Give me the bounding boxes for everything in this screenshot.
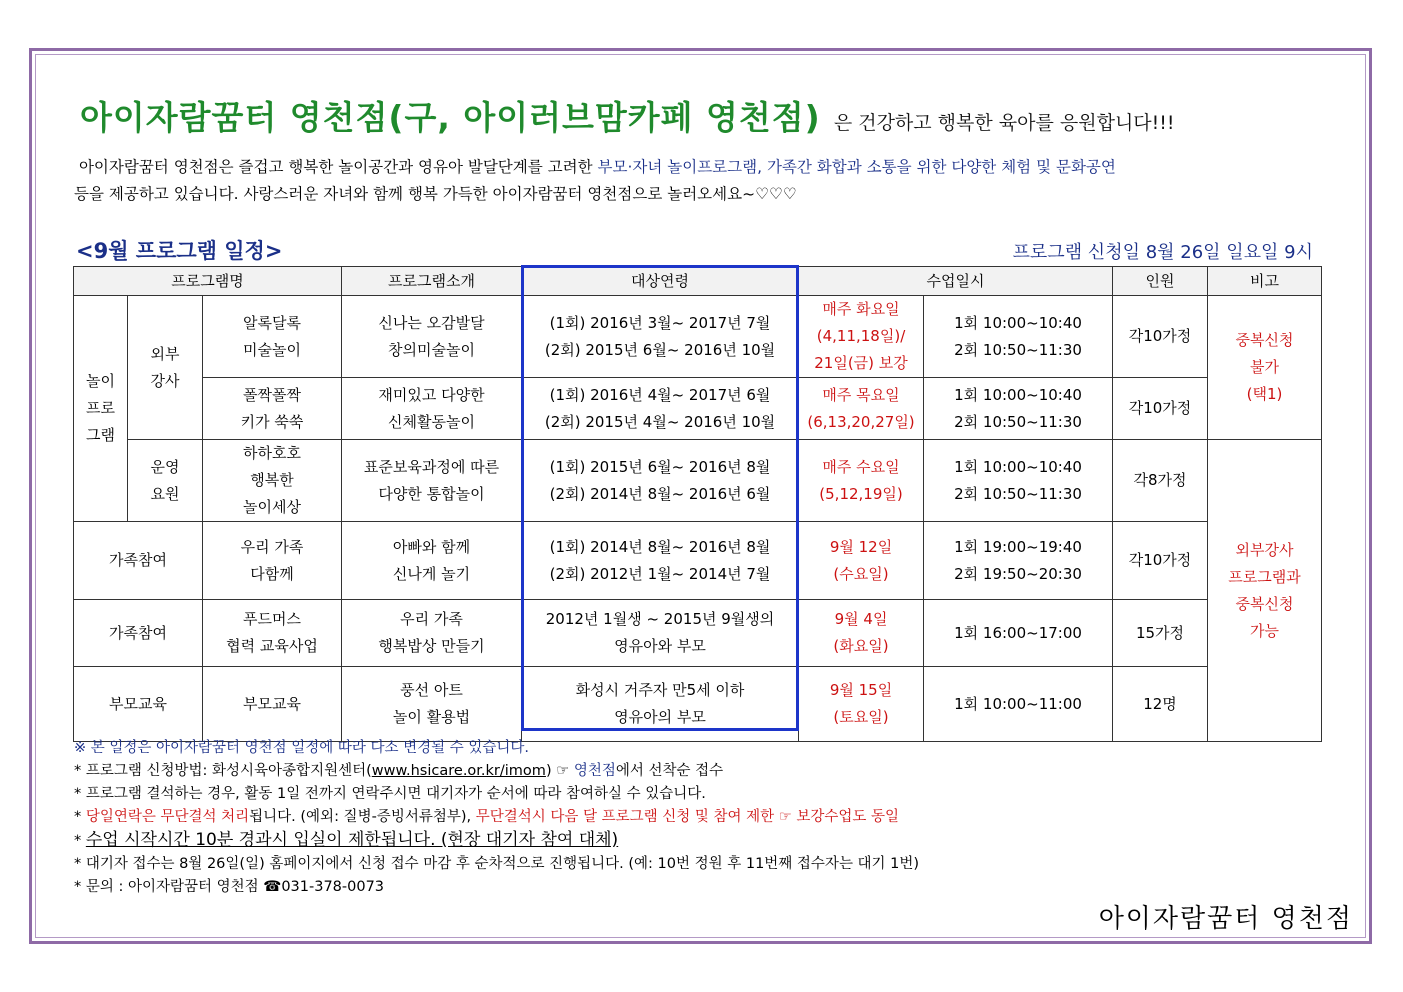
capacity: 각10가정 (1113, 378, 1208, 440)
intro-paragraph (74, 154, 1314, 208)
capacity: 각10가정 (1113, 296, 1208, 378)
class-time: 1회 10:00~10:40 2회 10:50~11:30 (924, 440, 1113, 522)
table-row (74, 667, 1322, 742)
header-note: 비고 (1208, 267, 1322, 296)
subcategory-external: 외부 강사 (128, 296, 203, 440)
intro-text-1: 아이자람꿈터 영천점은 즐겁고 행복한 놀이공간과 영유아 발달단계를 고려한 (78, 158, 598, 176)
table-header-row (74, 267, 1322, 296)
capacity: 각10가정 (1113, 522, 1208, 600)
class-time: 1회 10:00~10:40 2회 10:50~11:30 (924, 378, 1113, 440)
header-schedule: 수업일시 (799, 267, 1113, 296)
program-desc: 우리 가족 행복밥상 만들기 (342, 600, 522, 667)
class-time: 1회 16:00~17:00 (924, 600, 1113, 667)
target-age: (1회) 2016년 3월~ 2017년 7월 (2회) 2015년 6월~ 2016년 10월 (522, 296, 799, 378)
capacity: 12명 (1113, 667, 1208, 742)
subcategory-staff: 운영 요원 (128, 440, 203, 522)
program-desc: 아빠와 함께 신나게 놀기 (342, 522, 522, 600)
program-name: 알록달록 미술놀이 (203, 296, 342, 378)
title-main: 아이자람꿈터 영천점(구, 아이러브맘카페 영천점) (80, 98, 821, 137)
note-line: ※ 본 일정은 아이자람꿈터 영천점 일정에 따라 다소 변경될 수 있습니다. (74, 740, 530, 756)
note-line: * 당일연락은 무단결석 처리됩니다. (예외: 질병-증빙서류첨부), 무단결석시 다음 달 프로그램 신청 및 참여 제한 ☞ 보강수업도 동일 (74, 809, 900, 825)
class-time: 1회 10:00~10:40 2회 10:50~11:30 (924, 296, 1113, 378)
class-days: 9월 4일 (화요일) (799, 600, 924, 667)
class-days: 매주 수요일 (5,12,19일) (799, 440, 924, 522)
class-time: 1회 19:00~19:40 2회 19:50~20:30 (924, 522, 1113, 600)
note-duplicate-allowed: 외부강사 프로그램과 중복신청 가능 (1208, 440, 1322, 742)
table-row (74, 600, 1322, 667)
schedule-apply-date: 프로그램 신청일 8월 26일 일요일 9시 (1012, 242, 1313, 263)
target-age: (1회) 2015년 6월~ 2016년 8월 (2회) 2014년 8월~ 2016년 6월 (522, 440, 799, 522)
schedule-title: <9월 프로그램 일정> (76, 239, 283, 263)
target-age: (1회) 2016년 4월~ 2017년 6월 (2회) 2015년 4월~ 2016년 10월 (522, 378, 799, 440)
class-time: 1회 10:00~11:00 (924, 667, 1113, 742)
program-desc: 풍선 아트 놀이 활용법 (342, 667, 522, 742)
program-name: 폴짝폴짝 키가 쑥쑥 (203, 378, 342, 440)
program-desc: 재미있고 다양한 신체활동놀이 (342, 378, 522, 440)
note-line: * 수업 시작시간 10분 경과시 입실이 제한됩니다. (현장 대기자 참여 대체) (74, 830, 619, 850)
program-name: 푸드머스 협력 교육사업 (203, 600, 342, 667)
header-program: 프로그램명 (74, 267, 342, 296)
table-row (74, 522, 1322, 600)
note-line: * 프로그램 신청방법: 화성시육아종합지원센터(www.hsicare.or.kr/imom) ☞ 영천점에서 선착순 접수 (74, 763, 724, 779)
note-line: * 대기자 접수는 8월 26일(일) 홈페이지에서 신청 접수 마감 후 순차적으로 진행됩니다. (예: 10번 정원 후 11번째 접수자는 대기 1번) (74, 856, 920, 872)
header-people: 인원 (1113, 267, 1208, 296)
class-days: 9월 12일 (수요일) (799, 522, 924, 600)
category-play-program: 놀이 프로 그램 (74, 296, 128, 522)
class-days: 9월 15일 (토요일) (799, 667, 924, 742)
intro-text-3: 등을 제공하고 있습니다. 사랑스러운 자녀와 함께 행복 가득한 아이자람꿈터 영천점으로 놀러오세요~♡♡♡ (74, 185, 797, 203)
page-title (80, 92, 1175, 139)
capacity: 15가정 (1113, 600, 1208, 667)
table-row (74, 296, 1322, 378)
capacity: 각8가정 (1113, 440, 1208, 522)
intro-text-highlight: 부모·자녀 놀이프로그램, 가족간 화합과 소통을 위한 다양한 체험 및 문화공연 (597, 158, 1116, 176)
note-no-duplicate: 중복신청 불가 (택1) (1208, 296, 1322, 440)
target-age: 2012년 1월생 ~ 2015년 9월생의 영유아와 부모 (522, 600, 799, 667)
class-days: 매주 화요일 (4,11,18일)/ 21일(금) 보강 (799, 296, 924, 378)
category-parent-edu: 부모교육 (74, 667, 203, 742)
program-name: 하하호호 행복한 놀이세상 (203, 440, 342, 522)
class-days: 매주 목요일 (6,13,20,27일) (799, 378, 924, 440)
header-intro: 프로그램소개 (342, 267, 522, 296)
program-desc: 표준보육과정에 따른 다양한 통합놀이 (342, 440, 522, 522)
category-family: 가족참여 (74, 600, 203, 667)
header-age: 대상연령 (522, 267, 799, 296)
category-family: 가족참여 (74, 522, 203, 600)
program-name: 부모교육 (203, 667, 342, 742)
title-tail: 은 건강하고 행복한 육아를 응원합니다!!! (833, 112, 1175, 134)
notes-section (74, 737, 1334, 899)
program-desc: 신나는 오감발달 창의미술놀이 (342, 296, 522, 378)
note-line: * 프로그램 결석하는 경우, 활동 1일 전까지 연락주시면 대기자가 순서에 따라 참여하실 수 있습니다. (74, 786, 706, 802)
target-age: (1회) 2014년 8월~ 2016년 8월 (2회) 2012년 1월~ 2014년 7월 (522, 522, 799, 600)
schedule-table (73, 266, 1322, 742)
footer-signature: 아이자람꿈터 영천점 (1098, 904, 1353, 934)
program-name: 우리 가족 다함께 (203, 522, 342, 600)
apply-url-link[interactable]: www.hsicare.or.kr/imom (371, 763, 546, 779)
table-row (74, 440, 1322, 522)
target-age: 화성시 거주자 만5세 이하 영유아의 부모 (522, 667, 799, 742)
table-row (74, 378, 1322, 440)
note-line: * 문의 : 아이자람꿈터 영천점 ☎031-378-0073 (74, 879, 385, 895)
